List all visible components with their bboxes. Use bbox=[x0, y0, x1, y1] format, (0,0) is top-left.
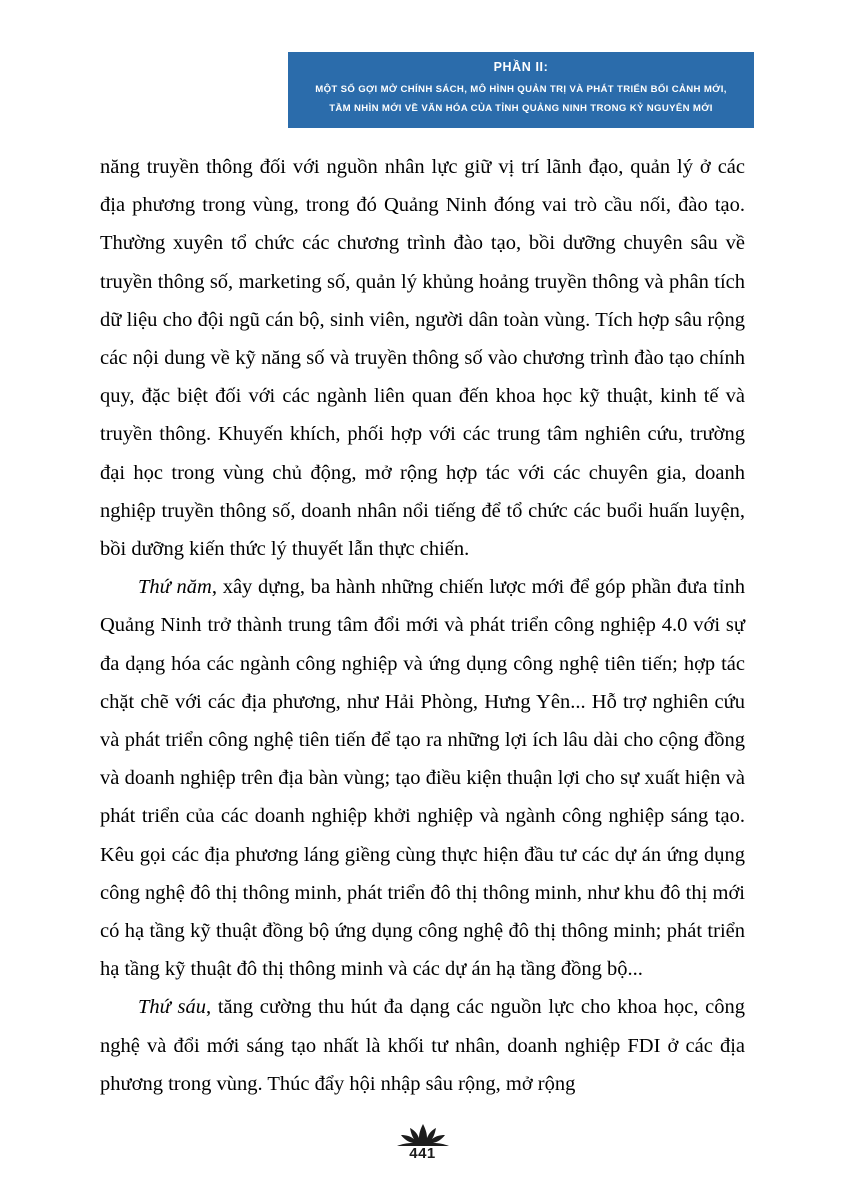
paragraph-text-thu-nam: , xây dựng, ba hành những chiến lược mới để góp phần đưa tỉnh Quảng Ninh trở thành trung tâm đổi mới và phát triển công nghiệp 4.0 với sự đa dạng hóa các ngành công nghiệp và ứng dụng công nghệ tiên tiến; hợp tác chặt chẽ với các địa phương, như Hải Phòng, Hưng Yên... Hỗ trợ nghiên cứu và phát triển công nghệ tiên tiến để tạo ra những lợi ích lâu dài cho cộng đồng và doanh nghiệp trên địa bàn vùng; tạo điều kiện thuận lợi cho sự xuất hiện và phát triển của các doanh nghiệp khởi nghiệp và ngành công nghiệp sáng tạo. Kêu gọi các địa phương láng giềng cùng thực hiện đầu tư các dự án ứng dụng công nghệ đô thị thông minh, phát triển đô thị thông minh, như khu đô thị mới có hạ tầng kỹ thuật đồng bộ ứng dụng công nghệ đô thị thông minh; phát triển hạ tầng kỹ thuật đô thị thông minh và các dự án hạ tầng đồng bộ... bbox=[100, 576, 745, 981]
paragraph-lead-thu-sau: Thứ sáu bbox=[138, 996, 206, 1019]
paragraph-lead-thu-nam: Thứ năm bbox=[138, 576, 212, 599]
part-subtitle-line-2: TẦM NHÌN MỚI VỀ VĂN HÓA CỦA TỈNH QUẢNG NINH TRONG KỶ NGUYÊN MỚI bbox=[329, 102, 713, 114]
page-number: 441 bbox=[409, 1145, 436, 1162]
page-body bbox=[100, 148, 745, 1103]
section-header-band bbox=[288, 52, 754, 128]
paragraph-text-thu-sau: , tăng cường thu hút đa dạng các nguồn lực cho khoa học, công nghệ và đổi mới sáng tạo nhất là khối tư nhân, doanh nghiệp FDI ở các địa phương trong vùng. Thúc đẩy hội nhập sâu rộng, mở rộng bbox=[100, 996, 745, 1095]
paragraph-thu-nam bbox=[100, 568, 745, 988]
paragraph-thu-sau bbox=[100, 988, 745, 1103]
part-subtitle-line-1: MỘT SỐ GỢI MỞ CHÍNH SÁCH, MÔ HÌNH QUẢN TRỊ VÀ PHÁT TRIỂN BỐI CẢNH MỚI, bbox=[315, 84, 727, 95]
part-title: PHẦN II: bbox=[493, 60, 549, 74]
paragraph-continued: năng truyền thông đối với nguồn nhân lực giữ vị trí lãnh đạo, quản lý ở các địa phương trong vùng, trong đó Quảng Ninh đóng vai trò cầu nối, đào tạo. Thường xuyên tổ chức các chương trình đào tạo, bồi dưỡng chuyên sâu về truyền thông số, marketing số, quản lý khủng hoảng truyền thông và phân tích dữ liệu cho đội ngũ cán bộ, sinh viên, người dân toàn vùng. Tích hợp sâu rộng các nội dung về kỹ năng số và truyền thông số vào chương trình đào tạo chính quy, đặc biệt đối với các ngành liên quan đến khoa học kỹ thuật, kinh tế và truyền thông. Khuyến khích, phối hợp với các trung tâm nghiên cứu, trường đại học trong vùng chủ động, mở rộng hợp tác với các chuyên gia, doanh nghiệp truyền thông số, doanh nhân nổi tiếng để tổ chức các buổi huấn luyện, bồi dưỡng kiến thức lý thuyết lẫn thực chiến. bbox=[100, 156, 745, 561]
page-footer bbox=[0, 1123, 845, 1162]
